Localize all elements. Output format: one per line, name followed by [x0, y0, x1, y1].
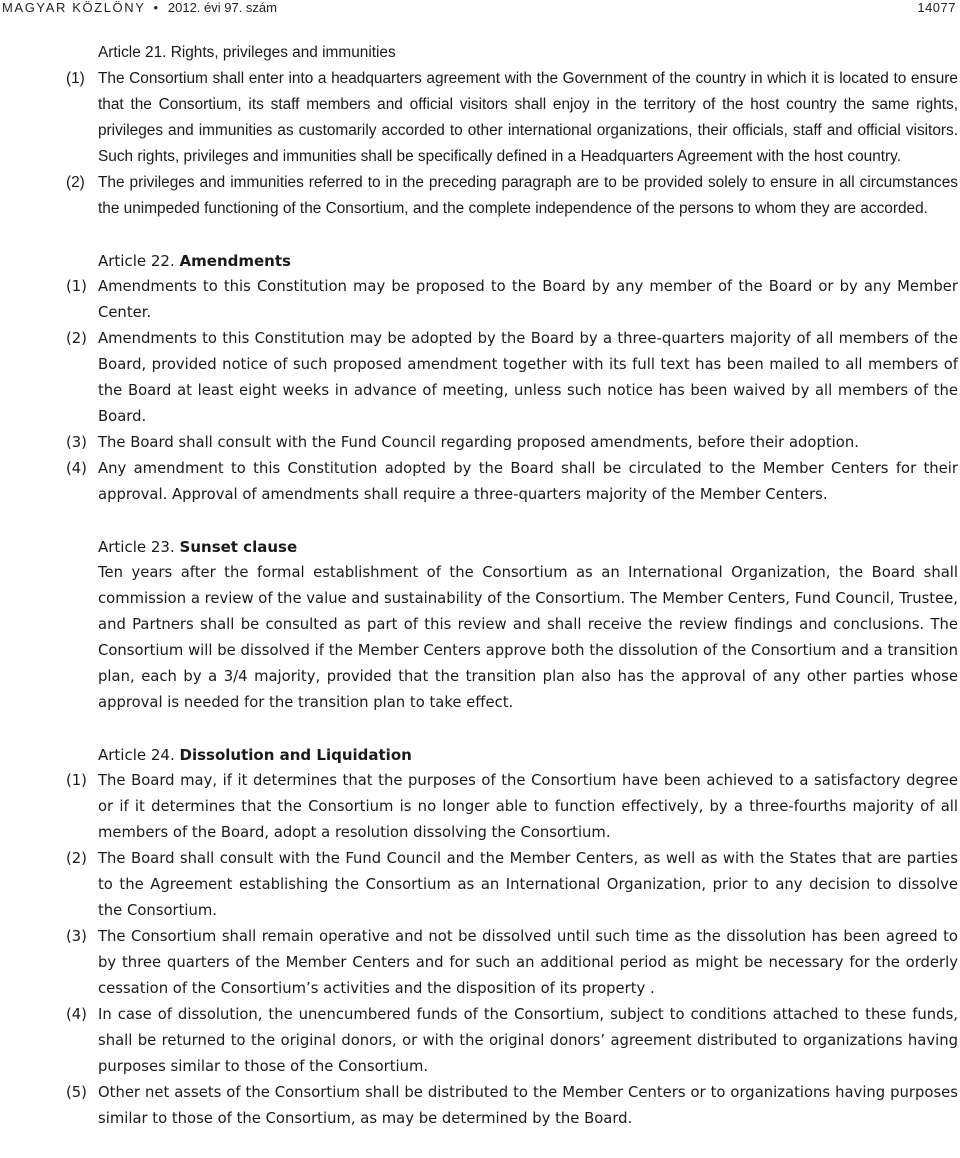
- journal-name: MAGYAR KÖZLÖNY: [2, 0, 146, 15]
- paragraph: [0, 274, 958, 326]
- paragraph-text: Other net assets of the Consortium shall be distributed to the Member Centers or to organizations having purposes similar to those of the Consortium, as may be determined by the Board.: [98, 1084, 958, 1127]
- header-journal-line: [2, 0, 277, 16]
- paragraph: [0, 326, 958, 430]
- paragraph-number: (1): [66, 772, 87, 789]
- paragraph-number: (4): [66, 460, 87, 477]
- article-24: [0, 742, 958, 1132]
- article-title: Dissolution and Liquidation: [179, 746, 412, 764]
- article-23: [0, 534, 958, 716]
- article-heading: [0, 40, 958, 66]
- paragraph-text: The Consortium shall remain operative and not be dissolved until such time as the dissolution has been agreed to by three quarters of the Member Centers and for such an additional period as might be necessary for the orderly cessation of the Consortium’s activities and the disposition of its property .: [98, 928, 958, 997]
- paragraph-number: (5): [66, 1084, 87, 1101]
- article-21: [0, 40, 958, 222]
- paragraph: [0, 66, 958, 170]
- article-title: Rights, privileges and immunities: [170, 44, 396, 61]
- article-heading: [0, 248, 958, 274]
- issue-label: 2012. évi 97. szám: [167, 0, 277, 15]
- article-number: Article 23.: [98, 538, 175, 556]
- bullet-separator: •: [153, 0, 160, 15]
- paragraph-text: The privileges and immunities referred to in the preceding paragraph are to be provided solely to ensure in all circumstances the unimpeded functioning of the Consortium, and the complete independence of the persons to whom they are accorded.: [98, 174, 958, 217]
- page-number: 14077: [917, 0, 956, 15]
- paragraph-number: (2): [66, 174, 85, 191]
- paragraph: [0, 924, 958, 1002]
- paragraph-number: (3): [66, 434, 87, 451]
- paragraph-number: (1): [66, 70, 85, 87]
- paragraph: [0, 430, 958, 456]
- running-header: [2, 0, 956, 18]
- paragraph: [0, 456, 958, 508]
- paragraph-number: (2): [66, 850, 87, 867]
- paragraph-text: In case of dissolution, the unencumbered funds of the Consortium, subject to conditions attached to these funds, shall be returned to the original donors, or with the original donors’ agreement distributed to organizations having purposes similar to those of the Consortium.: [98, 1006, 958, 1075]
- paragraph-text: The Board shall consult with the Fund Council and the Member Centers, as well as with the States that are parties to the Agreement establishing the Consortium as an International Organization, prior to any decision to dissolve the Consortium.: [98, 850, 958, 919]
- paragraph: [0, 1002, 958, 1080]
- article-heading: [0, 534, 958, 560]
- paragraph-number: (4): [66, 1006, 87, 1023]
- paragraph-number: (3): [66, 928, 87, 945]
- paragraph: [0, 1080, 958, 1132]
- paragraph-text: Ten years after the formal establishment of the Consortium as an International Organization, the Board shall commission a review of the value and sustainability of the Consortium. The Member Centers, Fund Council, Trustee, and Partners shall be consulted as part of this review and shall receive the review findings and conclusions. The Consortium will be dissolved if the Member Centers approve both the dissolution of the Consortium and a transition plan, each by a 3/4 majority, provided that the transition plan also has the approval of any other parties whose approval is needed for the transition plan to take effect.: [98, 564, 958, 711]
- article-number: Article 24.: [98, 746, 175, 764]
- article-heading: [0, 742, 958, 768]
- paragraph: [0, 768, 958, 846]
- paragraph-text: Any amendment to this Constitution adopted by the Board shall be circulated to the Member Centers for their approval. Approval of amendments shall require a three-quarters majority of the Member Centers.: [98, 460, 958, 503]
- article-title: Sunset clause: [179, 538, 298, 556]
- paragraph-text: The Consortium shall enter into a headquarters agreement with the Government of the country in which it is located to ensure that the Consortium, its staff members and official visitors shall enjoy in the territory of the host country the same rights, privileges and immunities as customarily accorded to other international organizations, their officials, staff and official visitors. Such rights, privileges and immunities shall be specifically defined in a Headquarters Agreement with the host country.: [98, 70, 958, 165]
- paragraph-number: (2): [66, 330, 87, 347]
- paragraph-text: Amendments to this Constitution may be adopted by the Board by a three-quarters majority of all members of the Board, provided notice of such proposed amendment together with its full text has been mailed to all members of the Board at least eight weeks in advance of meeting, unless such notice has been waived by all members of the Board.: [98, 330, 958, 425]
- article-number: Article 21.: [98, 44, 167, 61]
- document-body: [0, 40, 958, 1158]
- article-number: Article 22.: [98, 252, 175, 270]
- paragraph: [0, 170, 958, 222]
- paragraph-text: Amendments to this Constitution may be proposed to the Board by any member of the Board or by any Member Center.: [98, 278, 958, 321]
- paragraph: [0, 560, 958, 716]
- article-22: [0, 248, 958, 508]
- paragraph-text: The Board shall consult with the Fund Council regarding proposed amendments, before their adoption.: [98, 434, 859, 451]
- paragraph-number: (1): [66, 278, 87, 295]
- paragraph: [0, 846, 958, 924]
- paragraph-text: The Board may, if it determines that the purposes of the Consortium have been achieved to a satisfactory degree or if it determines that the Consortium is no longer able to function effectively, by a three-fourths majority of all members of the Board, adopt a resolution dissolving the Consortium.: [98, 772, 958, 841]
- article-title: Amendments: [179, 252, 291, 270]
